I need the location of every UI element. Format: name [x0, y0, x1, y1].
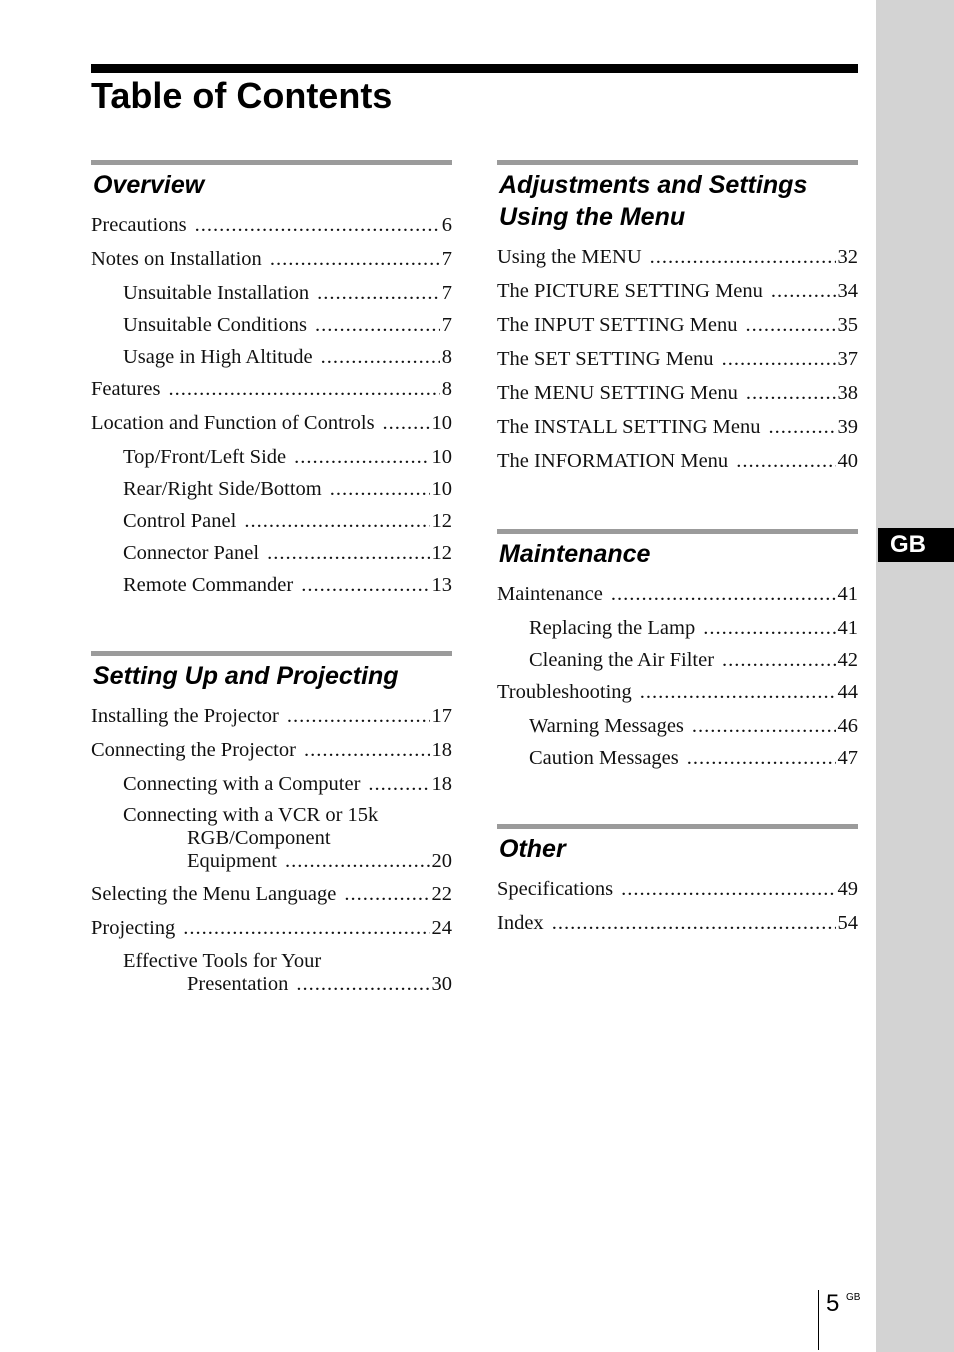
leader-dots — [383, 411, 430, 435]
leader-dots — [771, 279, 836, 303]
toc-entry-label: Location and Function of Controls — [91, 412, 375, 434]
toc-entry-input-setting-menu[interactable] — [497, 313, 858, 347]
section-title-maintenance: Maintenance — [499, 540, 651, 568]
toc-entry-page: 8 — [441, 346, 452, 368]
toc-entry-label: Cleaning the Air Filter — [529, 649, 715, 671]
toc-entry-connecting-with-a-computer[interactable] — [91, 772, 452, 804]
toc-entry-label-line3: Presentation — [187, 973, 289, 995]
page-number-suffix: GB — [846, 1292, 861, 1303]
leader-dots — [640, 680, 836, 704]
toc-entry-page: 32 — [837, 246, 858, 268]
toc-entry-page: 24 — [431, 917, 452, 939]
toc-entry-label: Replacing the Lamp — [529, 617, 696, 639]
leader-dots — [745, 313, 835, 337]
toc-entry-menu-setting-menu[interactable] — [497, 381, 858, 415]
toc-entry-label: Unsuitable Conditions — [123, 314, 307, 336]
toc-entry-label: Connecting with a Computer — [123, 773, 361, 795]
toc-entry-page: 40 — [837, 450, 858, 472]
toc-entry-label: Warning Messages — [529, 715, 684, 737]
leader-dots — [650, 245, 836, 269]
toc-entry-cleaning-the-air-filter[interactable] — [497, 648, 858, 680]
leader-dots — [294, 445, 429, 469]
side-strip — [876, 0, 954, 1352]
title-rule — [91, 64, 858, 73]
section-title-setting-up: Setting Up and Projecting — [93, 662, 399, 690]
toc-entry-label-line1: Connecting with a VCR or 15k — [123, 804, 379, 826]
leader-dots — [301, 573, 429, 597]
toc-entry-page: 54 — [837, 912, 858, 934]
toc-entry-page: 46 — [837, 715, 858, 737]
toc-entry-picture-setting-menu[interactable] — [497, 279, 858, 313]
toc-entry-caution-messages[interactable] — [497, 746, 858, 778]
leader-dots — [270, 247, 440, 271]
toc-entry-page: 12 — [431, 542, 452, 564]
toc-entry-page: 10 — [431, 446, 452, 468]
toc-entry-features[interactable] — [91, 377, 452, 411]
leader-dots — [330, 477, 430, 501]
toc-entry-page: 18 — [431, 739, 452, 761]
section-setting-up — [91, 651, 452, 996]
toc-entry-rear-right-side-bottom[interactable] — [91, 477, 452, 509]
toc-entry-projecting[interactable] — [91, 916, 452, 950]
toc-entry-usage-in-high-altitude[interactable] — [91, 345, 452, 377]
leader-dots — [687, 746, 836, 770]
toc-entry-label: Rear/Right Side/Bottom — [123, 478, 322, 500]
leader-dots — [183, 916, 429, 940]
leader-dots — [746, 381, 836, 405]
toc-entry-label: The SET SETTING Menu — [497, 348, 714, 370]
toc-entry-troubleshooting[interactable] — [497, 680, 858, 714]
leader-dots — [267, 541, 429, 565]
toc-entry-label-line1: Effective Tools for Your — [123, 950, 322, 972]
toc-entry-page: 44 — [837, 681, 858, 703]
leader-dots — [552, 911, 836, 935]
leader-dots — [321, 345, 440, 369]
toc-entry-label: Unsuitable Installation — [123, 282, 310, 304]
toc-entry-page: 17 — [431, 705, 452, 727]
toc-entry-label: Control Panel — [123, 510, 237, 532]
toc-entry-maintenance[interactable] — [497, 582, 858, 616]
toc-entry-page: 41 — [837, 583, 858, 605]
leader-dots — [692, 714, 836, 738]
toc-entry-label-line2: RGB/Component — [187, 827, 331, 849]
toc-entry-label: The PICTURE SETTING Menu — [497, 280, 763, 302]
toc-entry-page: 18 — [431, 773, 452, 795]
leader-dots — [244, 509, 429, 533]
toc-entry-page: 7 — [441, 282, 452, 304]
page-title: Table of Contents — [91, 75, 393, 116]
toc-entry-page: 47 — [837, 747, 858, 769]
toc-entry-index[interactable] — [497, 911, 858, 945]
toc-entry-page: 38 — [837, 382, 858, 404]
leader-dots — [287, 704, 430, 728]
folio-rule — [818, 1290, 819, 1350]
toc-entry-page: 7 — [441, 248, 452, 270]
leader-dots — [368, 772, 429, 796]
toc-entry-connecting-the-projector[interactable] — [91, 738, 452, 772]
section-title-adjustments — [497, 165, 858, 233]
section-title-line1: Adjustments and Settings — [499, 171, 808, 199]
toc-entry-page: 39 — [837, 416, 858, 438]
leader-dots — [304, 738, 430, 762]
toc-entry-unsuitable-conditions[interactable] — [91, 313, 452, 345]
toc-entry-label: Usage in High Altitude — [123, 346, 313, 368]
toc-entry-page: 20 — [431, 850, 452, 872]
toc-entry-label: Specifications — [497, 878, 614, 900]
toc-entry-label: The INFORMATION Menu — [497, 450, 729, 472]
toc-entry-install-setting-menu[interactable] — [497, 415, 858, 449]
section-title-overview: Overview — [93, 171, 205, 199]
leader-dots — [768, 415, 835, 439]
toc-entry-label: Troubleshooting — [497, 681, 632, 703]
toc-entry-location-and-function[interactable] — [91, 411, 452, 445]
toc-entry-label: The INSTALL SETTING Menu — [497, 416, 761, 438]
section-overview — [91, 160, 452, 605]
toc-entry-set-setting-menu[interactable] — [497, 347, 858, 381]
toc-entry-label: Remote Commander — [123, 574, 294, 596]
toc-entry-label: Selecting the Menu Language — [91, 883, 337, 905]
page-number: 5 — [826, 1290, 840, 1317]
leader-dots — [736, 449, 835, 473]
leader-dots — [168, 377, 439, 401]
toc-entry-page: 42 — [837, 649, 858, 671]
toc-entry-connector-panel[interactable] — [91, 541, 452, 573]
leader-dots — [722, 648, 835, 672]
toc-entry-page: 6 — [441, 214, 452, 236]
toc-entry-page: 12 — [431, 510, 452, 532]
toc-entry-label: The MENU SETTING Menu — [497, 382, 738, 404]
toc-entry-label: Caution Messages — [529, 747, 679, 769]
toc-entry-installing-the-projector[interactable] — [91, 704, 452, 738]
toc-entry-page: 41 — [837, 617, 858, 639]
toc-entry-page: 30 — [431, 973, 452, 995]
leader-dots — [195, 213, 440, 237]
toc-entry-unsuitable-installation[interactable] — [91, 281, 452, 313]
leader-dots — [285, 850, 430, 873]
section-adjustments — [497, 160, 858, 483]
toc-entry-page: 13 — [431, 574, 452, 596]
toc-entry-page: 22 — [431, 883, 452, 905]
toc-entry-page: 8 — [441, 378, 452, 400]
leader-dots — [315, 313, 440, 337]
toc-entry-connecting-with-a-vcr[interactable] — [91, 804, 452, 873]
toc-entry-label: Features — [91, 378, 161, 400]
toc-right-column — [497, 160, 858, 945]
toc-entry-label: Maintenance — [497, 583, 603, 605]
toc-entry-replacing-the-lamp[interactable] — [497, 616, 858, 648]
toc-entry-page: 10 — [431, 412, 452, 434]
toc-entry-warning-messages[interactable] — [497, 714, 858, 746]
toc-entry-label: Installing the Projector — [91, 705, 279, 727]
leader-dots — [344, 882, 429, 906]
toc-entry-label: Connector Panel — [123, 542, 260, 564]
toc-entry-page: 10 — [431, 478, 452, 500]
leader-dots — [621, 877, 835, 901]
section-other — [497, 824, 858, 945]
toc-entry-notes-on-installation[interactable] — [91, 247, 452, 281]
toc-entry-selecting-the-menu-language[interactable] — [91, 882, 452, 916]
section-title-line2: Using the Menu — [499, 203, 686, 231]
toc-entry-remote-commander[interactable] — [91, 573, 452, 605]
toc-entry-using-the-menu[interactable] — [497, 245, 858, 279]
toc-entry-label: Using the MENU — [497, 246, 642, 268]
toc-entry-page: 35 — [837, 314, 858, 336]
toc-entry-page: 34 — [837, 280, 858, 302]
leader-dots — [317, 281, 440, 305]
toc-entry-label-line3: Equipment — [187, 850, 277, 872]
language-tab: GB — [878, 528, 954, 562]
leader-dots — [722, 347, 836, 371]
toc-entry-specifications[interactable] — [497, 877, 858, 911]
toc-entry-page: 49 — [837, 878, 858, 900]
toc-entry-label: Projecting — [91, 917, 176, 939]
toc-entry-precautions[interactable] — [91, 213, 452, 247]
toc-entry-label: Notes on Installation — [91, 248, 262, 270]
toc-entry-information-menu[interactable] — [497, 449, 858, 483]
toc-entry-label: Precautions — [91, 214, 187, 236]
toc-entry-control-panel[interactable] — [91, 509, 452, 541]
toc-entry-effective-tools[interactable] — [91, 950, 452, 996]
toc-left-column — [91, 160, 452, 1005]
toc-entry-label: The INPUT SETTING Menu — [497, 314, 738, 336]
leader-dots — [296, 973, 429, 996]
toc-entry-top-front-left-side[interactable] — [91, 445, 452, 477]
section-title-other: Other — [499, 835, 566, 863]
toc-entry-page: 37 — [837, 348, 858, 370]
toc-entry-label: Top/Front/Left Side — [123, 446, 287, 468]
section-maintenance — [497, 529, 858, 778]
toc-entry-page: 7 — [441, 314, 452, 336]
leader-dots — [611, 582, 836, 606]
toc-entry-label: Index — [497, 912, 544, 934]
leader-dots — [703, 616, 835, 640]
toc-entry-label: Connecting the Projector — [91, 739, 296, 761]
